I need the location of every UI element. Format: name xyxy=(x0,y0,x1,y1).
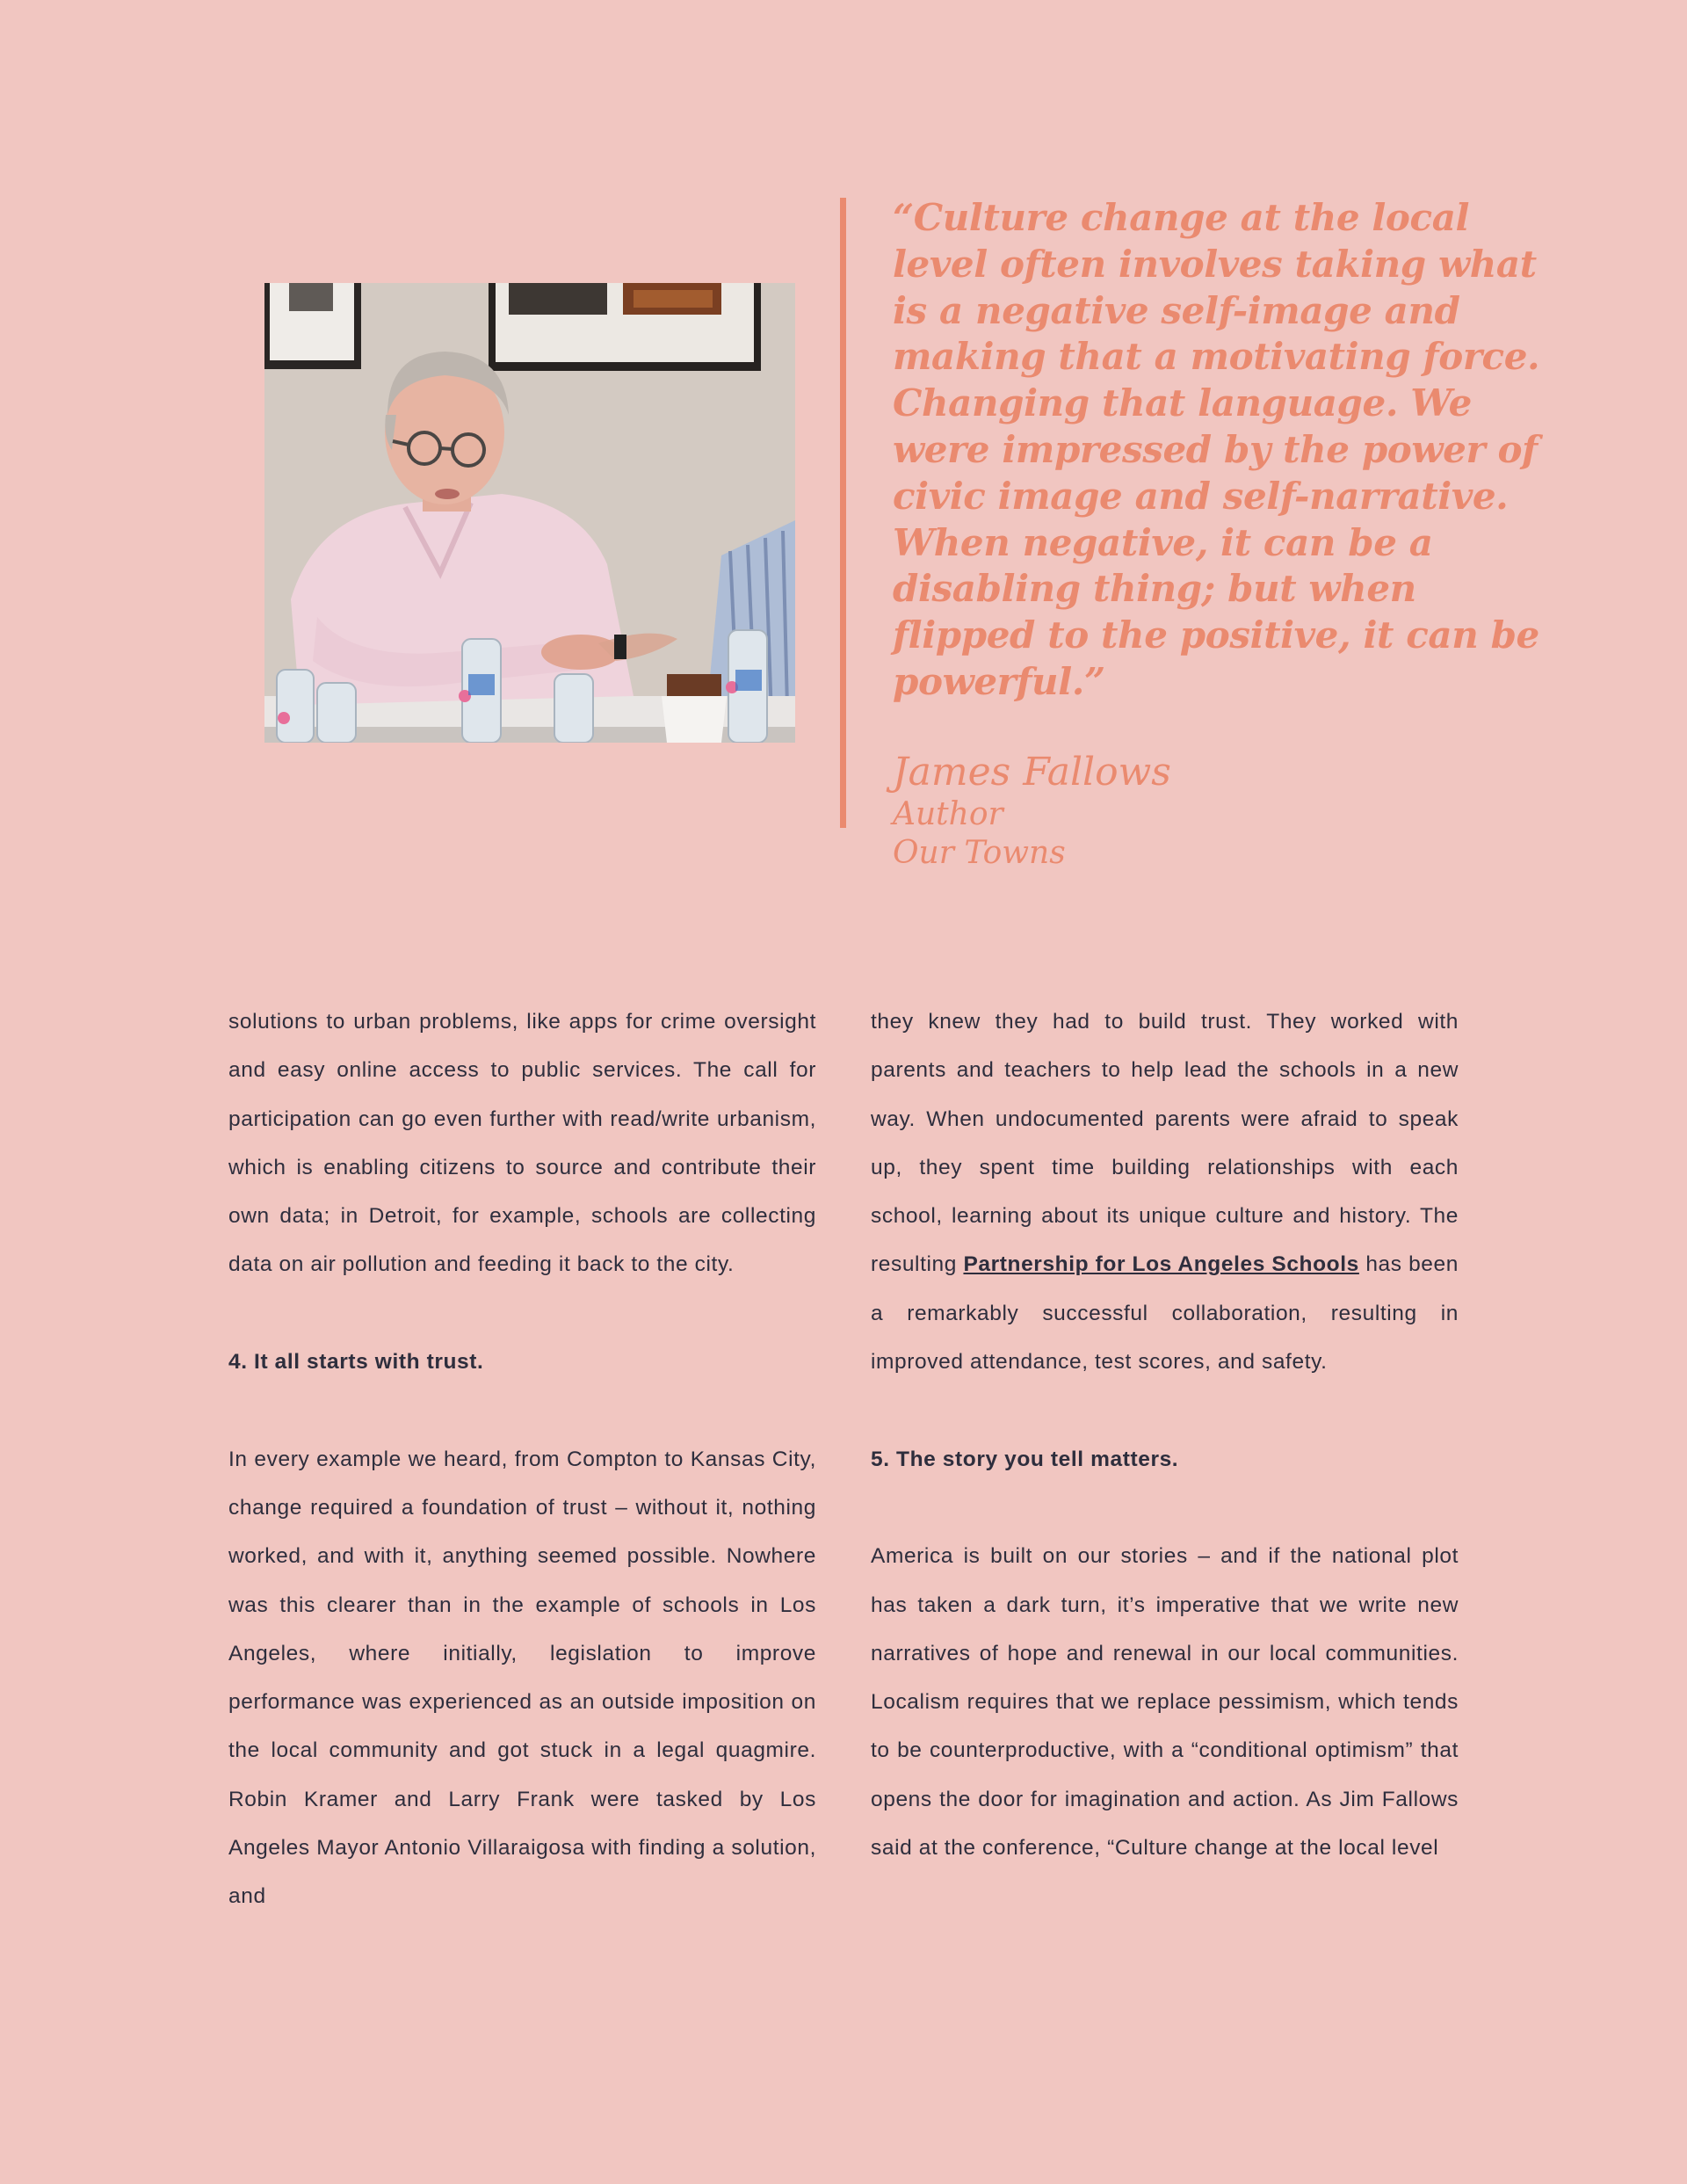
quote-text: “Culture change at the local level often involves taking what is a negative self-image and making that a motivating force. Changing that language. We were impressed by the power of civic image and self-narrative. When negative, it can be a disabling thing; but when flipped to the positive, it can be powerful.” xyxy=(893,196,1540,703)
pull-quote xyxy=(893,195,1560,873)
quote-author-role: Author xyxy=(893,795,1003,832)
speaker-photo xyxy=(264,283,795,743)
partnership-link[interactable]: Partnership for Los Angeles Schools xyxy=(963,1252,1359,1277)
section-heading-5: 5. The story you tell matters. xyxy=(871,1447,1179,1471)
paragraph-trust: In every example we heard, from Compton to Kansas City, change required a foundation of trust – without it, nothing worked, and with it, anything seemed possible. Nowhere was this clearer than in the example of schools in Los Angeles, where initially, legislation to improve performance was experienced as an outside imposition on the local community and got stuck in a legal quagmire. Robin Kramer and Larry Frank were tasked by Los Angeles Mayor Antonio Villaraigosa with finding a solution, and xyxy=(228,1447,816,1909)
left-column xyxy=(228,998,816,1921)
paragraph-trust-continued xyxy=(871,998,1459,1386)
trust-text-after-link: has been a remarkably successful collaboration, resulting in improved attendance, test scores, and safety. xyxy=(871,1252,1459,1375)
paragraph-story: America is built on our stories – and if the national plot has taken a dark turn, it’s imperative that we write new narratives of hope and renewal in our local communities. Localism requires that we replace pessimism, which tends to be counterproductive, with a “conditional optimism” that opens the door for imagination and action. As Jim Fallows said at the conference, “Culture change at the local level xyxy=(871,1544,1459,1861)
speaker-illustration xyxy=(264,283,795,743)
paragraph-intro: solutions to urban problems, like apps for crime oversight and easy online access to public services. The call for participation can go even further with read/write urbanism, which is enabling citizens to source and contribute their own data; in Detroit, for example, schools are collecting data on air pollution and feeding it back to the city. xyxy=(228,1010,816,1277)
section-heading-4: 4. It all starts with trust. xyxy=(228,1350,484,1375)
right-column xyxy=(871,998,1459,1872)
quote-author-name: James Fallows xyxy=(893,749,1171,795)
quote-divider xyxy=(840,198,846,828)
quote-author-work: Our Towns xyxy=(893,834,1066,871)
trust-text-before-link: they knew they had to build trust. They worked with parents and teachers to help lead the schools in a new way. When undocumented parents were afraid to speak up, they spent time building relationships with each school, learning about its unique culture and history. The resulting xyxy=(871,1010,1459,1277)
